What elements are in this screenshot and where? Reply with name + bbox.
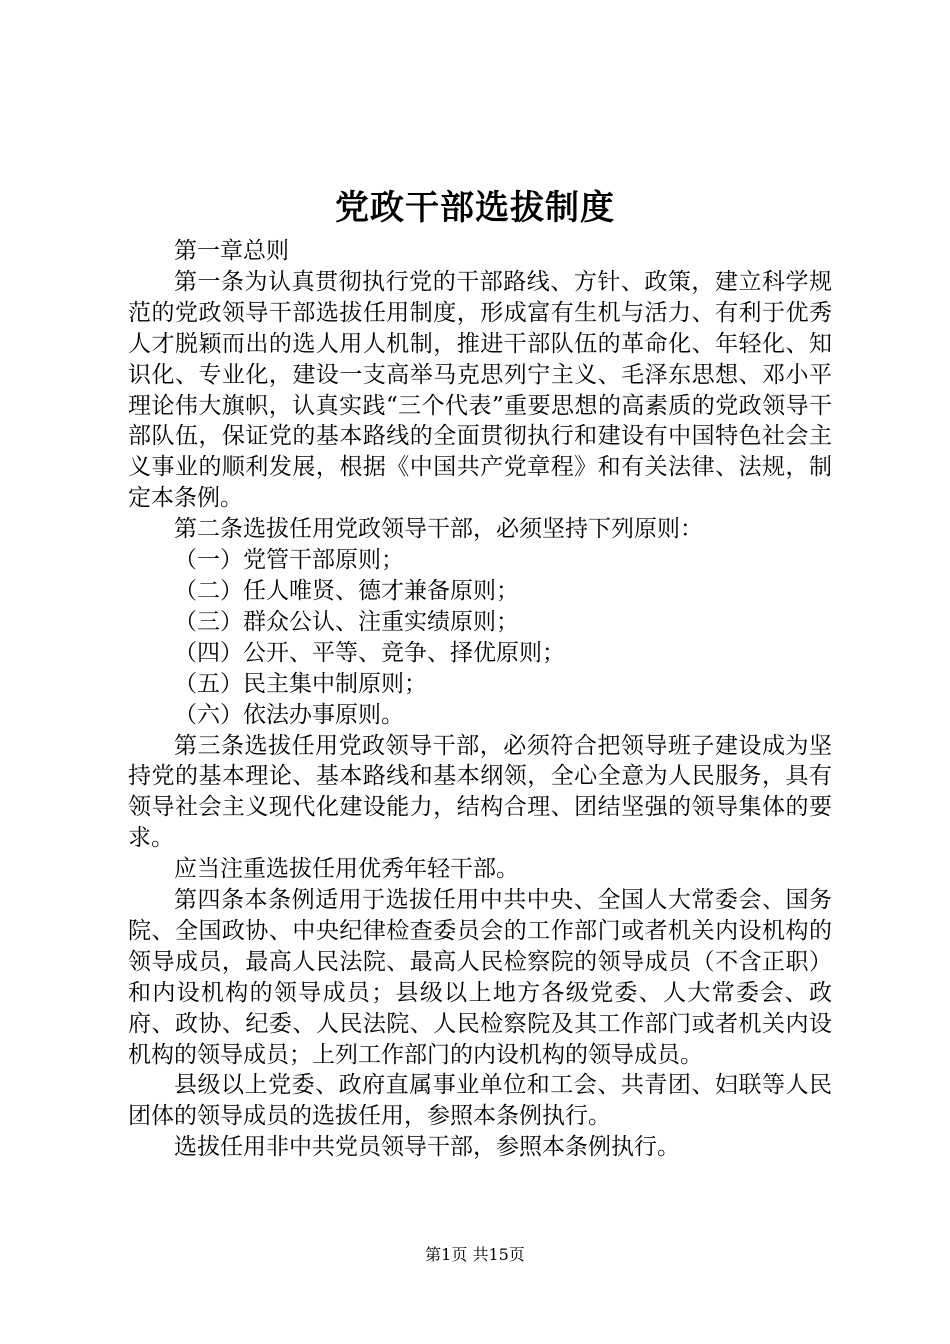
article-3-paragraph: 第三条选拔任用党政领导干部，必须符合把领导班子建设成为坚持党的基本理论、基本路线和基本纲领，全心全意为人民服务，具有领导社会主义现代化建设能力，结构合理、团结坚强的领导集体的要求。 [128, 732, 832, 852]
article-4-scope-paragraph: 县级以上党委、政府直属事业单位和工会、共青团、妇联等人民团体的领导成员的选拔任用，参照本条例执行。 [128, 1072, 832, 1130]
chapter-heading: 第一章总则 [174, 238, 289, 264]
article-4-paragraph: 第四条本条例适用于选拔任用中共中央、全国人大常委会、国务院、全国政协、中央纪律检查委员会的工作部门或者机关内设机构的领导成员，最高人民法院、最高人民检察院的领导成员（不含正职）和内设机构的领导成员；县级以上地方各级党委、人大常委会、政府、政协、纪委、人民法院、人民检察院及其工作部门或者机关内设机构的领导成员；上列工作部门的内设机构的领导成员。 [128, 887, 832, 1068]
article-1-paragraph: 第一条为认真贯彻执行党的干部路线、方针、政策，建立科学规范的党政领导干部选拔任用制度，形成富有生机与活力、有利于优秀人才脱颖而出的选人用人机制，推进干部队伍的革命化、年轻化、知识化、专业化，建设一支高举马克思列宁主义、毛泽东思想、邓小平理论伟大旗帜，认真实践“三个代表”重要思想的高素质的党政领导干部队伍，保证党的基本路线的全面贯彻执行和建设有中国特色社会主义事业的顺利发展，根据《中国共产党章程》和有关法律、法规，制定本条例。 [128, 268, 832, 512]
page-footer: 第1页 共15页 [425, 1245, 525, 1264]
article-3-note-paragraph: 应当注重选拔任用优秀年轻干部。 [174, 856, 519, 883]
article-2-paragraph: 第二条选拔任用党政领导干部，必须坚持下列原则： [174, 516, 703, 543]
principle-item: （五）民主集中制原则； [174, 670, 427, 697]
principle-item: （三）群众公认、注重实绩原则； [174, 608, 519, 635]
principle-item: （一）党管干部原则； [174, 547, 404, 574]
principle-item: （六）依法办事原则。 [174, 701, 404, 728]
principle-item: （二）任人唯贤、德才兼备原则； [174, 577, 519, 604]
document-title: 党政干部选拔制度 [335, 188, 615, 228]
article-4-non-party-paragraph: 选拔任用非中共党员领导干部，参照本条例执行。 [174, 1134, 680, 1161]
principle-item: （四）公开、平等、竞争、择优原则； [174, 639, 565, 666]
document-body [128, 236, 832, 1163]
